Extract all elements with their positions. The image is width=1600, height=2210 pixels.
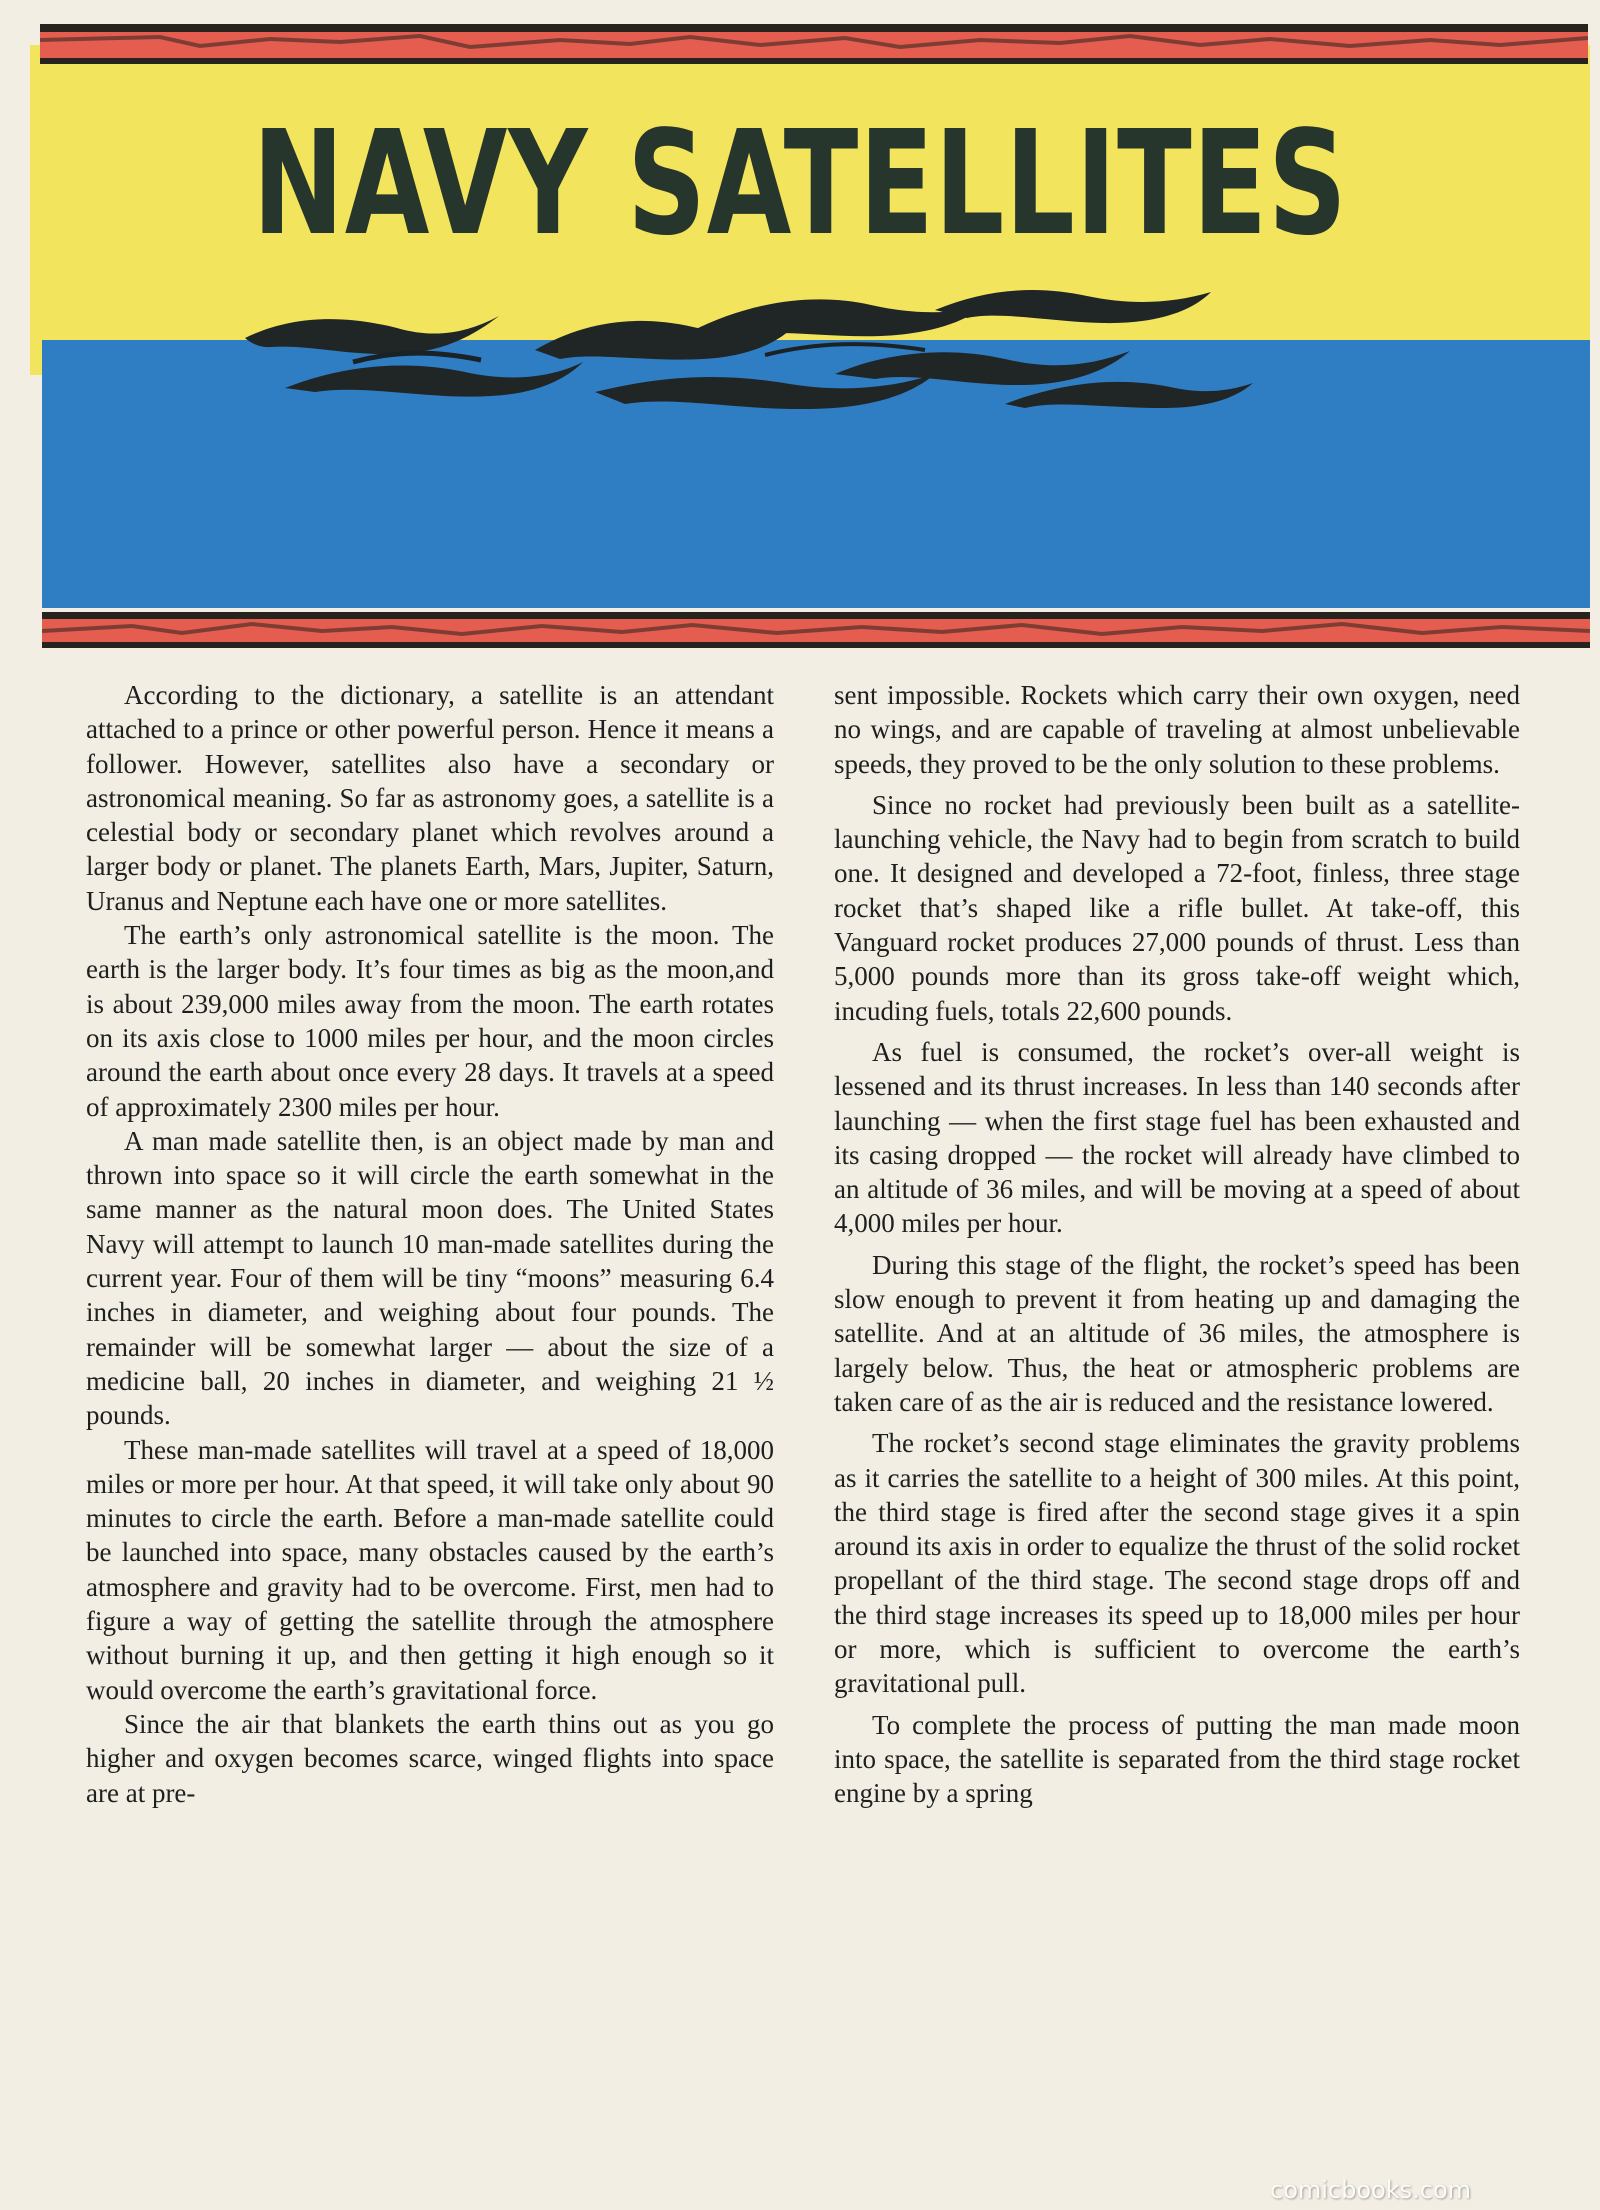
article-paragraph-continued: sent impossible. Rockets which carry their own oxygen, need no wings, and are capable of traveling at almost unbelievable speeds, they proved to be the only solution to these problems. — [834, 680, 1520, 779]
article-paragraph: Since the air that blankets the earth thins out as you go higher and oxygen becomes scarce, winged flights into space are at pre- — [86, 1708, 774, 1808]
article-paragraph: Since no rocket had previously been built as a satellite-launching vehicle, the Navy had to begin from scratch to build one. It designed and developed a 72-foot, finless, three stage rocket that’s shaped like a rifle bullet. At take-off, this Vanguard rocket produces 27,000 pounds of thrust. Less than 5,000 pounds more than its gross take-off weight which, incuding fuels, totals 22,600 pounds. — [834, 789, 1520, 1026]
article-paragraph: As fuel is consumed, the rocket’s over-all weight is lessened and its thrust increases. In less than 140 seconds after launching — when the first stage fuel has been exhausted and its casing dropped — the rocket will already have climbed to an altitude of 36 miles, and will be moving at a speed of about 4,000 miles per hour. — [834, 1036, 1520, 1239]
article-paragraph: The rocket’s second stage eliminates the gravity problems as it carries the satellite to a height of 300 miles. At this point, the third stage is fired after the second stage gives it a spin around its axis in order to equalize the thrust of the solid rocket propellant of the third stage. The second stage drops off and the third stage increases its speed up to 18,000 miles per hour or more, which is sufficient to overcome the earth’s gravitational pull. — [834, 1428, 1520, 1699]
article-paragraph: These man-made satellites will travel at a speed of 18,000 miles or more per hour. At that speed, it will take only about 90 minutes to circle the earth. Before a man-made satellite could be launched into space, many obstacles caused by the earth’s atmosphere and gravity had to be overcome. First, men had to figure a way of getting the satellite through the atmosphere without burning it up, and then getting it high enough so it would overcome the earth’s gravitational force. — [86, 1434, 774, 1705]
top-stripe-texture — [40, 32, 1588, 58]
article-right-column — [834, 678, 1520, 1811]
article-paragraph: During this stage of the flight, the rocket’s speed has been slow enough to prevent it from heating up and damaging the satellite. And at an altitude of 36 miles, the atmosphere is largely below. Thus, the heat or atmospheric problems are taken care of as the air is reduced and the resistance lowered. — [834, 1249, 1520, 1417]
article-paragraph: A man made satellite then, is an object made by man and thrown into space so it will circle the earth somewhat in the same manner as the natural moon does. The United States Navy will attempt to launch 10 man-made satellites during the current year. Four of them will be tiny “moons” measuring 6.4 inches in diameter, and weighing about four pounds. The remainder will be somewhat larger — about the size of a medicine ball, 20 inches in diameter, and weighing 21 ½ pounds. — [86, 1125, 774, 1431]
title-banner — [0, 0, 1600, 650]
article-paragraph: According to the dictionary, a satellite is an attendant attached to a prince or other powerful person. Hence it means a follower. However, satellites also have a secondary or astronomical meaning. So far as astronomy goes, a satellite is a celestial body or secondary planet which revolves around a larger body or planet. The planets Earth, Mars, Jupiter, Saturn, Uranus and Neptune each have one or more satellites. — [86, 680, 774, 916]
article-paragraph: To complete the process of putting the man made moon into space, the satellite is separated from the third stage rocket engine by a spring — [834, 1709, 1520, 1809]
source-watermark: comicbooks.com — [1270, 2176, 1472, 2204]
article-left-column — [86, 678, 774, 1810]
article-paragraph: The earth’s only astronomical satellite is the moon. The earth is the larger body. It’s four times as big as the moon,and is about 239,000 miles away from the moon. The earth rotates on its axis close to 1000 miles per hour, and the moon circles around the earth about once every 28 days. It travels at a speed of approximately 2300 miles per hour. — [86, 920, 774, 1122]
page-title: NAVY SATELLITES — [252, 99, 1348, 267]
ocean-waves-illustration — [245, 280, 1255, 415]
bottom-stripe-texture — [42, 619, 1590, 642]
top-decorative-stripe — [40, 24, 1588, 64]
bottom-decorative-stripe — [42, 612, 1590, 648]
